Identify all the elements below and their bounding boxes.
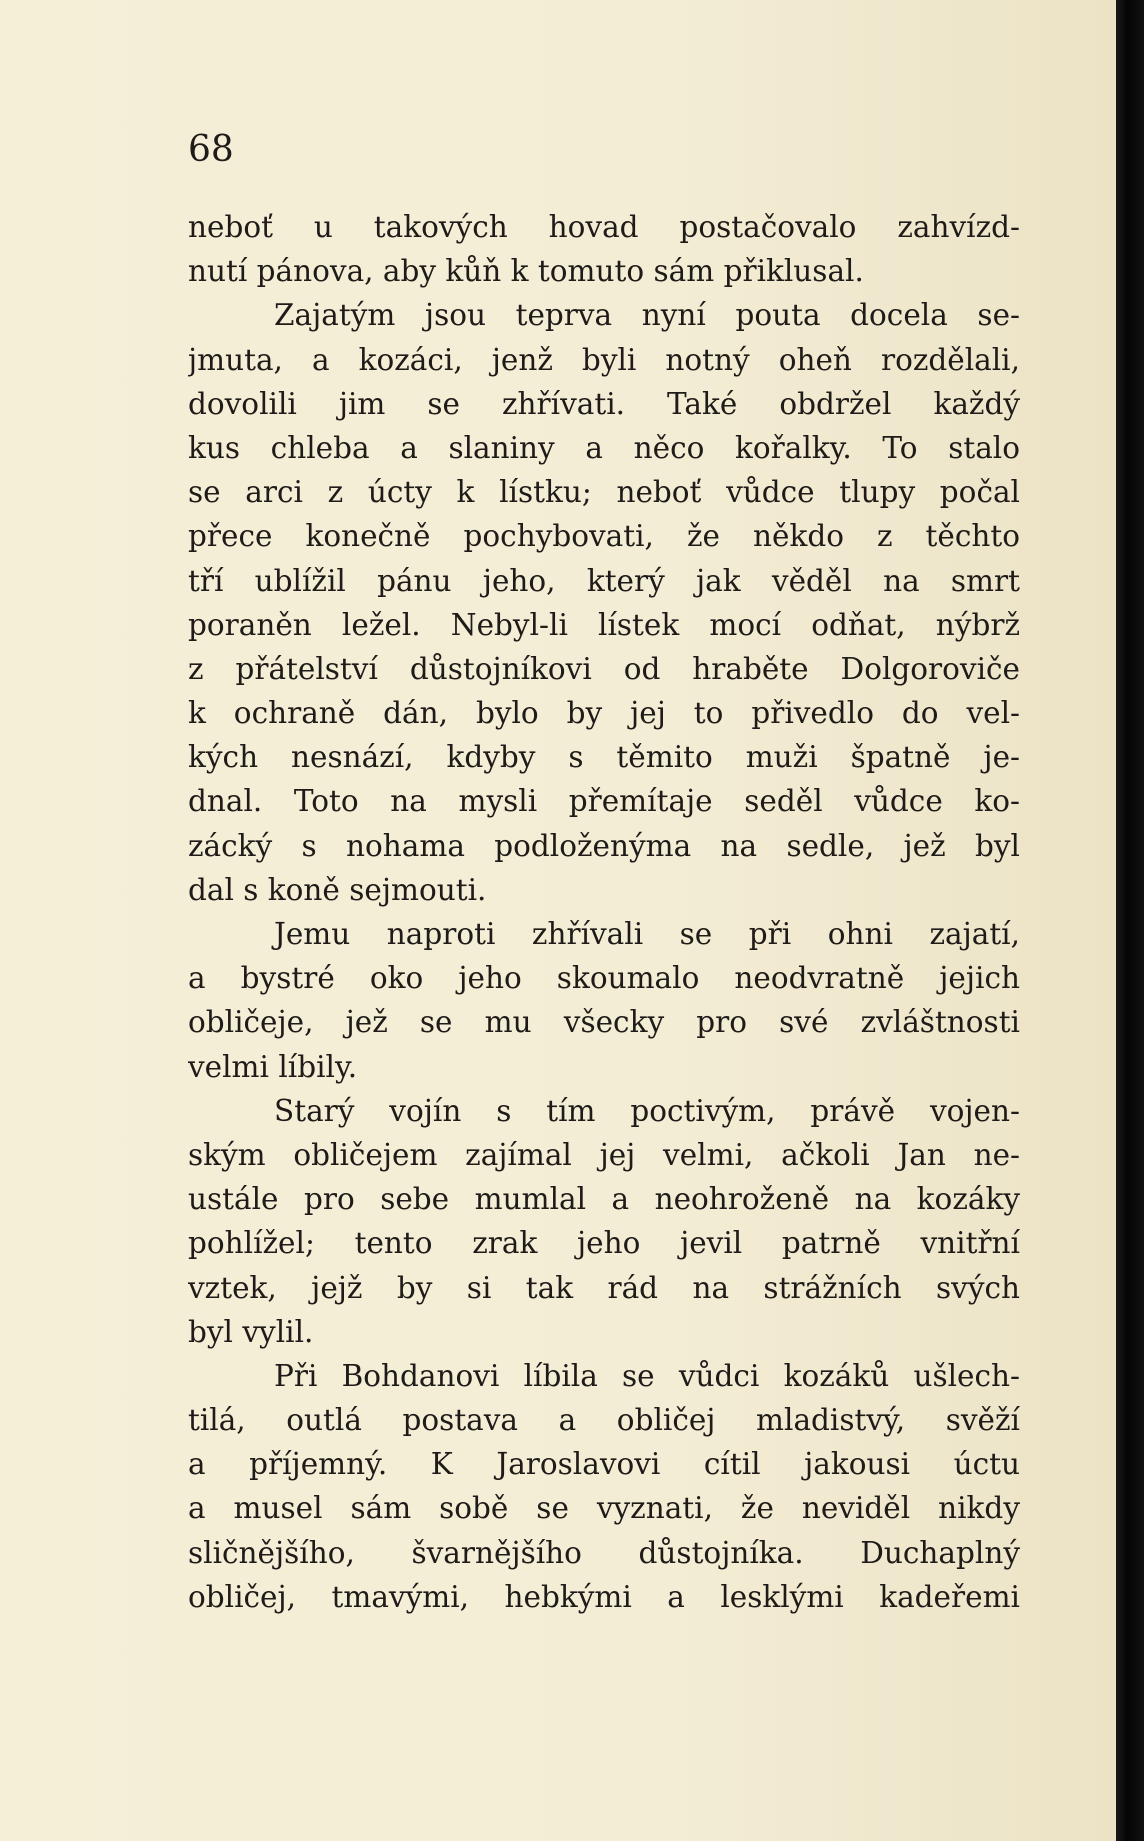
text-line: kus chleba a slaniny a něco kořalky. To stalo: [188, 430, 1020, 465]
text-line: zácký s nohama podloženýma na sedle, jež byl: [188, 828, 1020, 863]
text-line: neboť u takových hovad postačovalo zahvízd-: [188, 210, 1020, 244]
text-line: obličej, tmavými, hebkými a lesklými kadeřemi: [188, 1579, 1020, 1614]
text-line: dnal. Toto na mysli přemítaje seděl vůdce ko-: [188, 784, 1020, 819]
text-line: Starý vojín s tím poctivým, právě vojen-: [274, 1093, 1020, 1128]
text-line: kých nesnází, kdyby s těmito muži špatně je-: [188, 740, 1020, 775]
text-line: pohlížel; tento zrak jeho jevil patrně vnitřní: [188, 1226, 1020, 1261]
text-line: a musel sám sobě se vyznati, že neviděl nikdy: [188, 1491, 1020, 1526]
text-line: dal s koně sejmouti.: [188, 872, 487, 907]
text-line: sličnějšího, švarnějšího důstojníka. Duchaplný: [188, 1535, 1020, 1570]
text-line: Zajatým jsou teprva nyní pouta docela se-: [274, 298, 1020, 333]
text-line: a příjemný. K Jaroslavovi cítil jakousi úctu: [188, 1447, 1020, 1482]
text-line: velmi líbily.: [188, 1049, 358, 1084]
text-line: ustále pro sebe mumlal a neohroženě na kozáky: [188, 1182, 1020, 1217]
text-line: tří ublížil pánu jeho, který jak věděl na smrt: [188, 563, 1020, 598]
text-line: k ochraně dán, bylo by jej to přivedlo do vel-: [188, 696, 1020, 731]
text-line: jmuta, a kozáci, jenž byli notný oheň rozdělali,: [188, 342, 1020, 377]
text-line: z přátelství důstojníkovi od hraběte Dolgoroviče: [188, 651, 1020, 686]
text-line: se arci z úcty k lístku; neboť vůdce tlupy počal: [188, 475, 1020, 510]
text-line: Při Bohdanovi líbila se vůdci kozáků ušlech-: [274, 1358, 1020, 1393]
page-number: 68: [188, 129, 234, 170]
text-line: Jemu naproti zhřívali se při ohni zajatí,: [274, 917, 1020, 951]
text-line: poraněn ležel. Nebyl-li lístek mocí odňat, nýbrž: [188, 607, 1020, 642]
text-line: obličeje, jež se mu všecky pro své zvláštnosti: [188, 1005, 1020, 1040]
page-gutter: [1116, 0, 1144, 1841]
text-line: dovolili jim se zhřívati. Také obdržel každý: [188, 386, 1020, 421]
text-line: přece konečně pochybovati, že někdo z těchto: [188, 519, 1020, 554]
text-line: tilá, outlá postava a obličej mladistvý, svěží: [188, 1403, 1020, 1438]
text-line: a bystré oko jeho skoumalo neodvratně jejich: [188, 961, 1020, 996]
text-line: vztek, jejž by si tak rád na strážních svých: [188, 1270, 1020, 1305]
body-text: [188, 205, 1020, 1619]
text-line: ským obličejem zajímal jej velmi, ačkoli Jan ne-: [188, 1137, 1020, 1172]
text-line: byl vylil.: [188, 1314, 314, 1349]
text-line: nutí pánova, aby kůň k tomuto sám přiklusal.: [188, 254, 864, 289]
